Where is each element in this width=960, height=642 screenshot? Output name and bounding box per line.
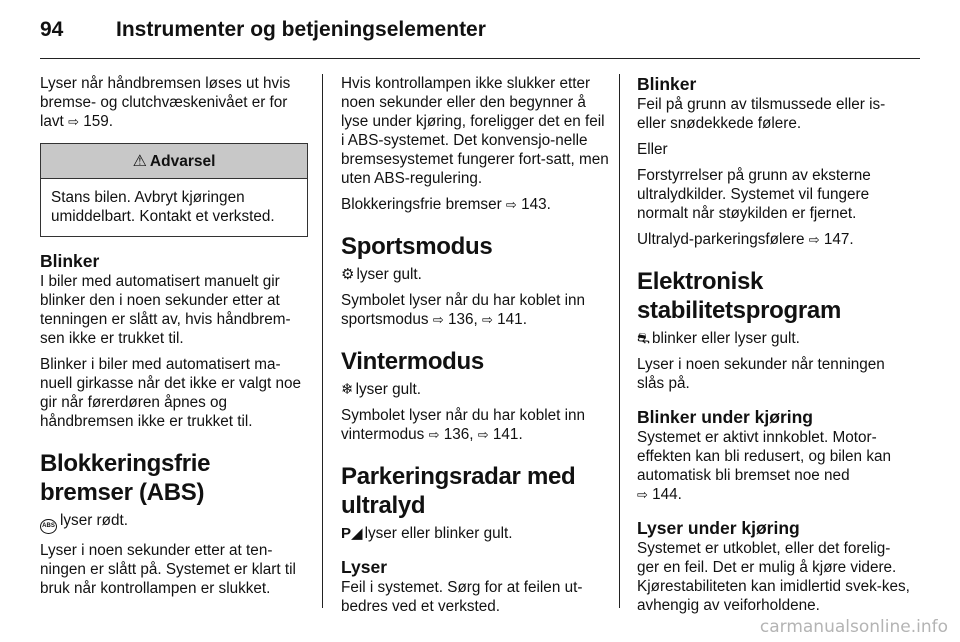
winter-paragraph: Symbolet lyser når du har koblet inn vintermodus ⇨ 136, ⇨ 141. (341, 407, 586, 443)
esp-heading: Elektronisk stabilitetsprogram (637, 268, 841, 324)
page-title: Instrumenter og betjeningselementer (116, 18, 486, 41)
column-divider-2 (619, 74, 620, 608)
parking-sensor-icon: P◢ (341, 525, 363, 542)
page-ref-icon: ⇨ (637, 487, 648, 502)
header-rule (40, 58, 920, 59)
page-ref-icon: ⇨ (428, 427, 440, 442)
winter-heading: Vintermodus (341, 348, 484, 375)
winter-status: ❄ lyser gult. (341, 381, 422, 398)
column-divider-1 (322, 74, 323, 608)
page-ref-icon: ⇨ (505, 197, 517, 212)
warning-box (40, 143, 308, 237)
page-ref[interactable]: 144. (652, 486, 682, 503)
blinker-heading-2: Blinker (637, 74, 697, 94)
page-ref-icon: ⇨ (477, 427, 489, 442)
lyser-paragraph: Feil i systemet. Sørg for at feilen ut-bedres ved et verksted. (341, 579, 583, 615)
intro-paragraph: Lyser når håndbremsen løses ut hvis bremse- og clutchvæskenivået er for lavt ⇨ 159. (40, 75, 291, 130)
blinker-paragraph-1: I biler med automatisert manuelt gir blinker den i noen sekunder etter at tenningen er slått av, hvis håndbrem-sen ikke er trukket til. (40, 273, 291, 347)
abs-ref-paragraph: Blokkeringsfrie bremser ⇨ 143. (341, 196, 551, 213)
lights-driving-heading: Lyser under kjøring (637, 518, 800, 538)
esp-status: ⛐ blinker eller lyser gult. (637, 330, 800, 347)
blinker-paragraph-5: Forstyrrelser på grunn av eksterne ultralydkilder. Systemet vil fungere normalt når støykilden er fjernet. (637, 167, 871, 222)
lyser-heading: Lyser (341, 557, 388, 577)
page-number: 94 (40, 18, 64, 41)
column-3 (637, 74, 910, 622)
blinker-paragraph-3: Feil på grunn av tilsmussede eller is- eller snødekkede følere. (637, 96, 886, 132)
sport-status: ⚙ lyser gult. (341, 266, 422, 283)
snowflake-icon: ❄ (341, 381, 354, 398)
sport-mode-icon: ⚙ (341, 266, 355, 283)
page-ref[interactable]: 159. (83, 113, 113, 130)
blinker-driving-heading: Blinker under kjøring (637, 407, 813, 427)
lights-driving-paragraph: Systemet er utkoblet, eller det forelig-ger en feil. Det er mulig å kjøre videre. Kjørestabiliteten kan imidlertid svek-kes, avhengig av veiforholdene. (637, 540, 910, 614)
page-ref[interactable]: 147. (823, 231, 854, 248)
esp-paragraph: Lyser i noen sekunder når tenningen slås på. (637, 356, 885, 392)
abs-fault-paragraph: Hvis kontrollampen ikke slukker etter noen sekunder eller den begynner å lyse under kjøring, foreligger det en feil i ABS-systemet. Det konvensjo-nelle bremsesystemet fungerer fort-satt, men uten ABS-regulering. (341, 75, 609, 187)
parking-status: P◢ lyser eller blinker gult. (341, 525, 513, 542)
page-header (40, 18, 920, 48)
abs-heading: Blokkeringsfrie bremser (ABS) (40, 450, 211, 506)
column-2 (341, 74, 609, 623)
abs-icon: ABS (40, 519, 57, 534)
esp-icon: ⛐ (637, 330, 650, 347)
page-ref-icon: ⇨ (68, 114, 79, 129)
blinker-heading: Blinker (40, 251, 100, 271)
page-ref-icon: ⇨ (808, 232, 820, 247)
abs-paragraph: Lyser i noen sekunder etter at ten-ningen er slått på. Systemet er klart til bruk når kontrollampen er slukket. (40, 542, 296, 597)
parking-heading: Parkeringsradar med ultralyd (341, 463, 576, 519)
watermark: carmanualsonline.info (759, 617, 948, 637)
page-ref[interactable]: 143. (521, 196, 551, 213)
sensor-ref-paragraph: Ultralyd-parkeringsfølere ⇨ 147. (637, 231, 854, 248)
sport-paragraph: Symbolet lyser når du har koblet inn sportsmodus ⇨ 136, ⇨ 141. (341, 292, 586, 328)
warning-body: Stans bilen. Avbryt kjøringen umiddelbart. Kontakt et verksted. (51, 189, 275, 225)
blinker-driving-paragraph: Systemet er aktivt innkoblet. Motor-effekten kan bli redusert, og bilen kan automatisk bli bremset noe ned ⇨ 144. (637, 429, 891, 503)
column-1 (40, 74, 308, 605)
page-ref-icon: ⇨ (432, 312, 444, 327)
abs-status: ABS lyser rødt. (40, 511, 308, 534)
page-ref-icon: ⇨ (482, 312, 493, 327)
warning-icon: ⚠ (132, 152, 147, 170)
blinker-paragraph-2: Blinker i biler med automatisert ma-nuell girkasse når det ikke er valgt noe gir når førerdøren åpnes og håndbremsen ikke er trukket til. (40, 356, 302, 430)
warning-header (41, 144, 307, 179)
warning-title: Advarsel (149, 152, 216, 170)
sport-heading: Sportsmodus (341, 233, 493, 260)
blinker-paragraph-4: Eller (637, 141, 668, 158)
